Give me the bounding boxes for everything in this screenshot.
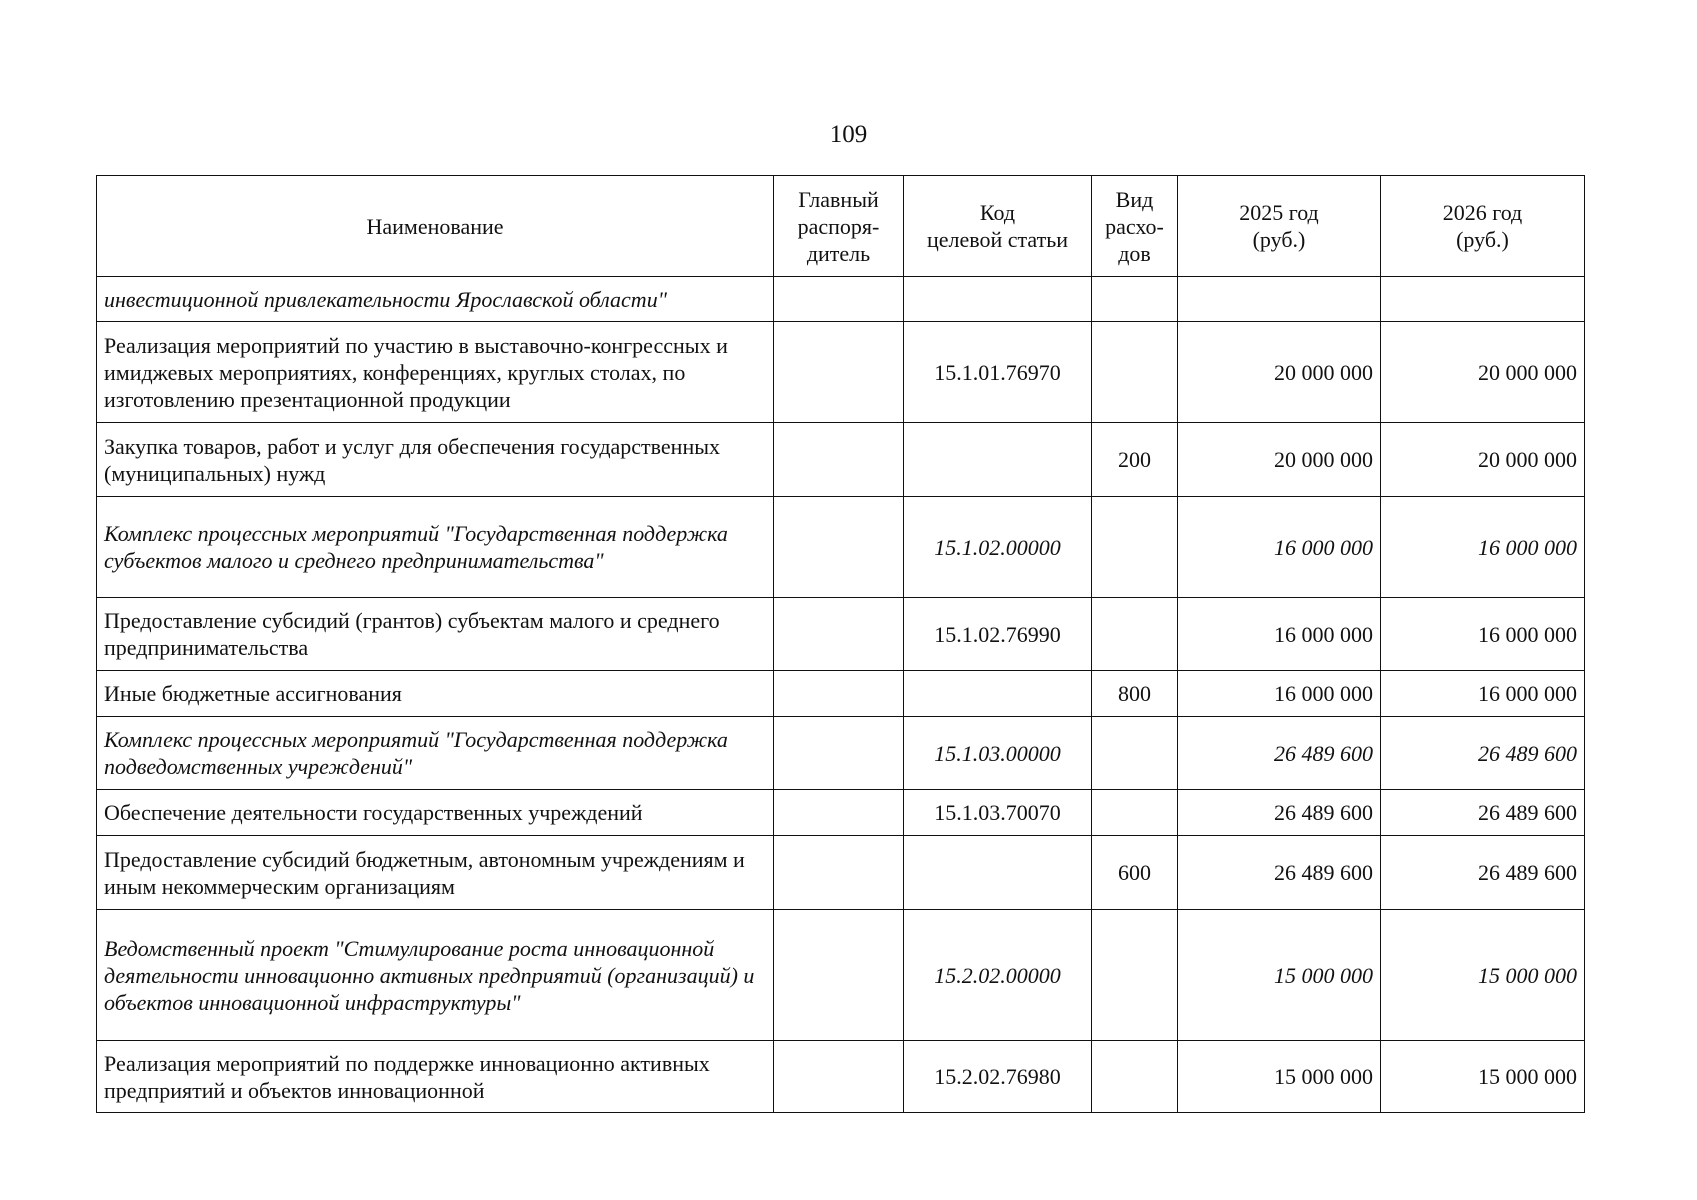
row-expense-type [1092, 717, 1178, 790]
row-name: Реализация мероприятий по поддержке инновационно активных предприятий и объектов инновационной [97, 1041, 774, 1113]
row-code: 15.1.03.70070 [904, 790, 1092, 836]
row-name: Иные бюджетные ассигнования [97, 671, 774, 717]
row-amount-2026: 16 000 000 [1381, 497, 1585, 598]
header-2026: 2026 год (руб.) [1381, 176, 1585, 277]
header-name: Наименование [97, 176, 774, 277]
row-amount-2026: 20 000 000 [1381, 423, 1585, 497]
row-expense-type [1092, 322, 1178, 423]
table-row [97, 598, 1585, 671]
row-amount-2026 [1381, 277, 1585, 322]
row-amount-2025: 16 000 000 [1178, 497, 1381, 598]
row-manager [774, 717, 904, 790]
table-row [97, 322, 1585, 423]
header-2025: 2025 год (руб.) [1178, 176, 1381, 277]
row-code: 15.2.02.00000 [904, 910, 1092, 1041]
row-manager [774, 836, 904, 910]
row-manager [774, 497, 904, 598]
row-amount-2025: 16 000 000 [1178, 598, 1381, 671]
row-code: 15.2.02.76980 [904, 1041, 1092, 1113]
row-manager [774, 1041, 904, 1113]
row-name: Предоставление субсидий бюджетным, автономным учреждениям и иным некоммерческим организациям [97, 836, 774, 910]
row-code: 15.1.03.00000 [904, 717, 1092, 790]
row-name: Комплекс процессных мероприятий "Государственная поддержка субъектов малого и среднего предпринимательства" [97, 497, 774, 598]
row-amount-2025: 26 489 600 [1178, 790, 1381, 836]
row-amount-2025: 15 000 000 [1178, 1041, 1381, 1113]
row-amount-2025: 16 000 000 [1178, 671, 1381, 717]
header-code: Код целевой статьи [904, 176, 1092, 277]
row-amount-2026: 15 000 000 [1381, 1041, 1585, 1113]
row-amount-2025: 26 489 600 [1178, 717, 1381, 790]
table-row [97, 717, 1585, 790]
row-expense-type [1092, 910, 1178, 1041]
row-code: 15.1.01.76970 [904, 322, 1092, 423]
row-amount-2026: 15 000 000 [1381, 910, 1585, 1041]
table-header-row [97, 176, 1585, 277]
row-name: Реализация мероприятий по участию в выставочно-конгрессных и имиджевых мероприятиях, конференциях, круглых столах, по изготовлению презентационной продукции [97, 322, 774, 423]
row-code [904, 277, 1092, 322]
row-amount-2025: 15 000 000 [1178, 910, 1381, 1041]
row-manager [774, 598, 904, 671]
table-row [97, 1041, 1585, 1113]
header-manager: Главный распоря- дитель [774, 176, 904, 277]
budget-table [96, 175, 1585, 1113]
table-row [97, 277, 1585, 322]
row-expense-type [1092, 277, 1178, 322]
row-amount-2026: 20 000 000 [1381, 322, 1585, 423]
row-amount-2026: 26 489 600 [1381, 790, 1585, 836]
row-amount-2026: 16 000 000 [1381, 671, 1585, 717]
row-manager [774, 671, 904, 717]
table-row [97, 671, 1585, 717]
row-expense-type [1092, 790, 1178, 836]
row-amount-2025: 20 000 000 [1178, 423, 1381, 497]
row-amount-2026: 16 000 000 [1381, 598, 1585, 671]
row-name: Предоставление субсидий (грантов) субъектам малого и среднего предпринимательства [97, 598, 774, 671]
row-manager [774, 910, 904, 1041]
row-amount-2026: 26 489 600 [1381, 717, 1585, 790]
row-expense-type: 800 [1092, 671, 1178, 717]
row-name: Ведомственный проект "Стимулирование роста инновационной деятельности инновационно активных предприятий (организаций) и объектов инновационной инфраструктуры" [97, 910, 774, 1041]
page-number: 109 [829, 121, 868, 148]
row-amount-2025: 26 489 600 [1178, 836, 1381, 910]
row-expense-type: 600 [1092, 836, 1178, 910]
row-manager [774, 423, 904, 497]
row-amount-2026: 26 489 600 [1381, 836, 1585, 910]
row-code [904, 671, 1092, 717]
row-manager [774, 790, 904, 836]
row-code [904, 423, 1092, 497]
table-row [97, 497, 1585, 598]
row-expense-type: 200 [1092, 423, 1178, 497]
row-amount-2025: 20 000 000 [1178, 322, 1381, 423]
row-manager [774, 322, 904, 423]
row-code: 15.1.02.00000 [904, 497, 1092, 598]
row-name: Закупка товаров, работ и услуг для обеспечения государственных (муниципальных) нужд [97, 423, 774, 497]
row-code: 15.1.02.76990 [904, 598, 1092, 671]
row-amount-2025 [1178, 277, 1381, 322]
row-expense-type [1092, 598, 1178, 671]
row-name: инвестиционной привлекательности Ярославской области" [97, 277, 774, 322]
table-row [97, 910, 1585, 1041]
header-expense-type: Вид расхо- дов [1092, 176, 1178, 277]
table-row [97, 423, 1585, 497]
row-code [904, 836, 1092, 910]
row-expense-type [1092, 1041, 1178, 1113]
row-name: Комплекс процессных мероприятий "Государственная поддержка подведомственных учреждений" [97, 717, 774, 790]
row-name: Обеспечение деятельности государственных учреждений [97, 790, 774, 836]
table-row [97, 790, 1585, 836]
row-expense-type [1092, 497, 1178, 598]
table-row [97, 836, 1585, 910]
row-manager [774, 277, 904, 322]
